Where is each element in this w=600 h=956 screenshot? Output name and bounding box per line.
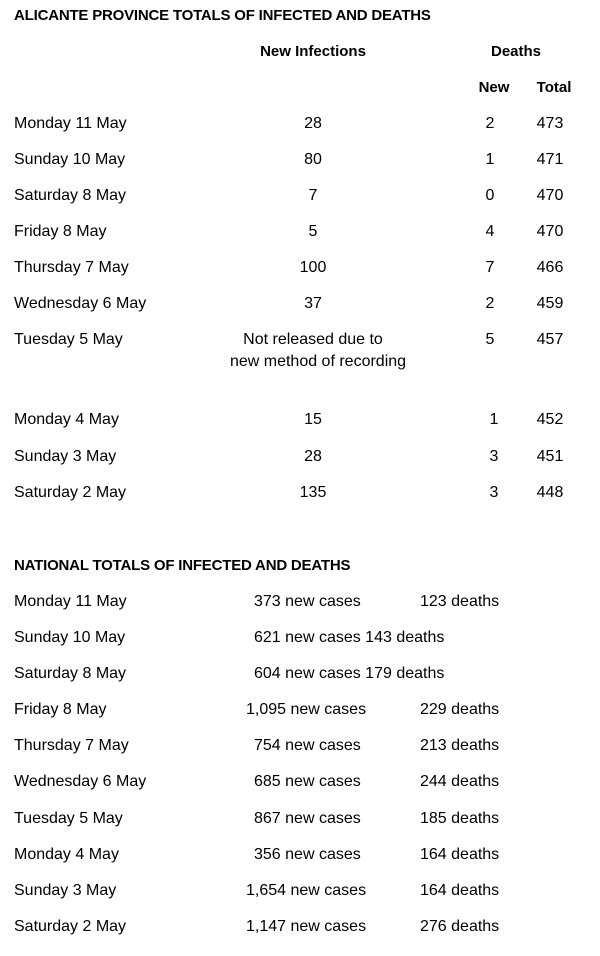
row-cases: 621 new cases 143 deaths: [254, 629, 445, 646]
row-total-deaths: 473: [536, 115, 564, 132]
row-infections: 80: [304, 151, 322, 168]
row-date: Friday 8 May: [14, 223, 107, 240]
col-header-new-infections: New Infections: [260, 43, 366, 60]
row-cases: 373 new cases: [254, 593, 361, 610]
row-infections: 5: [308, 223, 318, 240]
col-header-new: New: [478, 79, 510, 96]
row-cases: 1,654 new cases: [246, 882, 367, 899]
row-cases: 754 new cases: [254, 737, 361, 754]
row-new-deaths: 3: [489, 448, 499, 465]
row-cases: 604 new cases 179 deaths: [254, 665, 445, 682]
row-total-deaths: 452: [536, 411, 564, 428]
row-total-deaths: 466: [536, 259, 564, 276]
row-deaths: 229 deaths: [420, 701, 500, 718]
row-total-deaths: 457: [536, 331, 564, 348]
row-date: Saturday 2 May: [14, 484, 127, 501]
row-date: Saturday 8 May: [14, 187, 127, 204]
row-date: Monday 4 May: [14, 846, 119, 863]
row-infections: 28: [304, 448, 322, 465]
col-header-deaths: Deaths: [490, 43, 542, 60]
row-cases: 356 new cases: [254, 846, 361, 863]
col-header-total: Total: [536, 79, 572, 96]
national-title: NATIONAL TOTALS OF INFECTED AND DEATHS: [14, 557, 351, 574]
row-date: Sunday 3 May: [14, 448, 117, 465]
row-cases: 685 new cases: [254, 773, 361, 790]
row-infections-note: new method of recording: [229, 353, 407, 370]
row-new-deaths: 1: [485, 151, 495, 168]
row-total-deaths: 459: [536, 295, 564, 312]
row-new-deaths: 0: [485, 187, 495, 204]
row-date: Monday 11 May: [14, 115, 127, 132]
row-infections: 7: [308, 187, 318, 204]
row-total-deaths: 451: [536, 448, 564, 465]
row-cases: 1,095 new cases: [246, 701, 367, 718]
row-date: Wednesday 6 May: [14, 295, 147, 312]
row-total-deaths: 470: [536, 187, 564, 204]
row-date: Sunday 10 May: [14, 151, 126, 168]
row-deaths: 164 deaths: [420, 882, 500, 899]
row-new-deaths: 4: [485, 223, 495, 240]
row-date: Wednesday 6 May: [14, 773, 147, 790]
row-date: Monday 4 May: [14, 411, 119, 428]
row-new-deaths: 5: [485, 331, 495, 348]
row-date: Saturday 2 May: [14, 918, 127, 935]
row-infections: Not released due to: [243, 331, 383, 348]
row-deaths: 123 deaths: [420, 593, 500, 610]
row-date: Friday 8 May: [14, 701, 107, 718]
row-infections: 135: [299, 484, 327, 501]
row-infections: 15: [304, 411, 322, 428]
row-total-deaths: 448: [536, 484, 564, 501]
row-cases: 867 new cases: [254, 810, 361, 827]
row-date: Sunday 3 May: [14, 882, 117, 899]
row-cases: 1,147 new cases: [246, 918, 367, 935]
row-date: Thursday 7 May: [14, 259, 129, 276]
row-deaths: 213 deaths: [420, 737, 500, 754]
row-date: Monday 11 May: [14, 593, 127, 610]
row-date: Saturday 8 May: [14, 665, 127, 682]
row-date: Tuesday 5 May: [14, 331, 123, 348]
row-infections: 100: [299, 259, 327, 276]
province-title: ALICANTE PROVINCE TOTALS OF INFECTED AND DEATHS: [14, 7, 431, 24]
row-deaths: 164 deaths: [420, 846, 500, 863]
row-infections: 28: [304, 115, 322, 132]
row-new-deaths: 2: [485, 295, 495, 312]
row-total-deaths: 471: [536, 151, 564, 168]
row-infections: 37: [304, 295, 322, 312]
row-date: Tuesday 5 May: [14, 810, 123, 827]
row-new-deaths: 3: [489, 484, 499, 501]
row-date: Sunday 10 May: [14, 629, 126, 646]
row-new-deaths: 7: [485, 259, 495, 276]
row-new-deaths: 2: [485, 115, 495, 132]
row-date: Thursday 7 May: [14, 737, 129, 754]
row-deaths: 276 deaths: [420, 918, 500, 935]
row-new-deaths: 1: [489, 411, 499, 428]
row-deaths: 185 deaths: [420, 810, 500, 827]
row-deaths: 244 deaths: [420, 773, 500, 790]
row-total-deaths: 470: [536, 223, 564, 240]
